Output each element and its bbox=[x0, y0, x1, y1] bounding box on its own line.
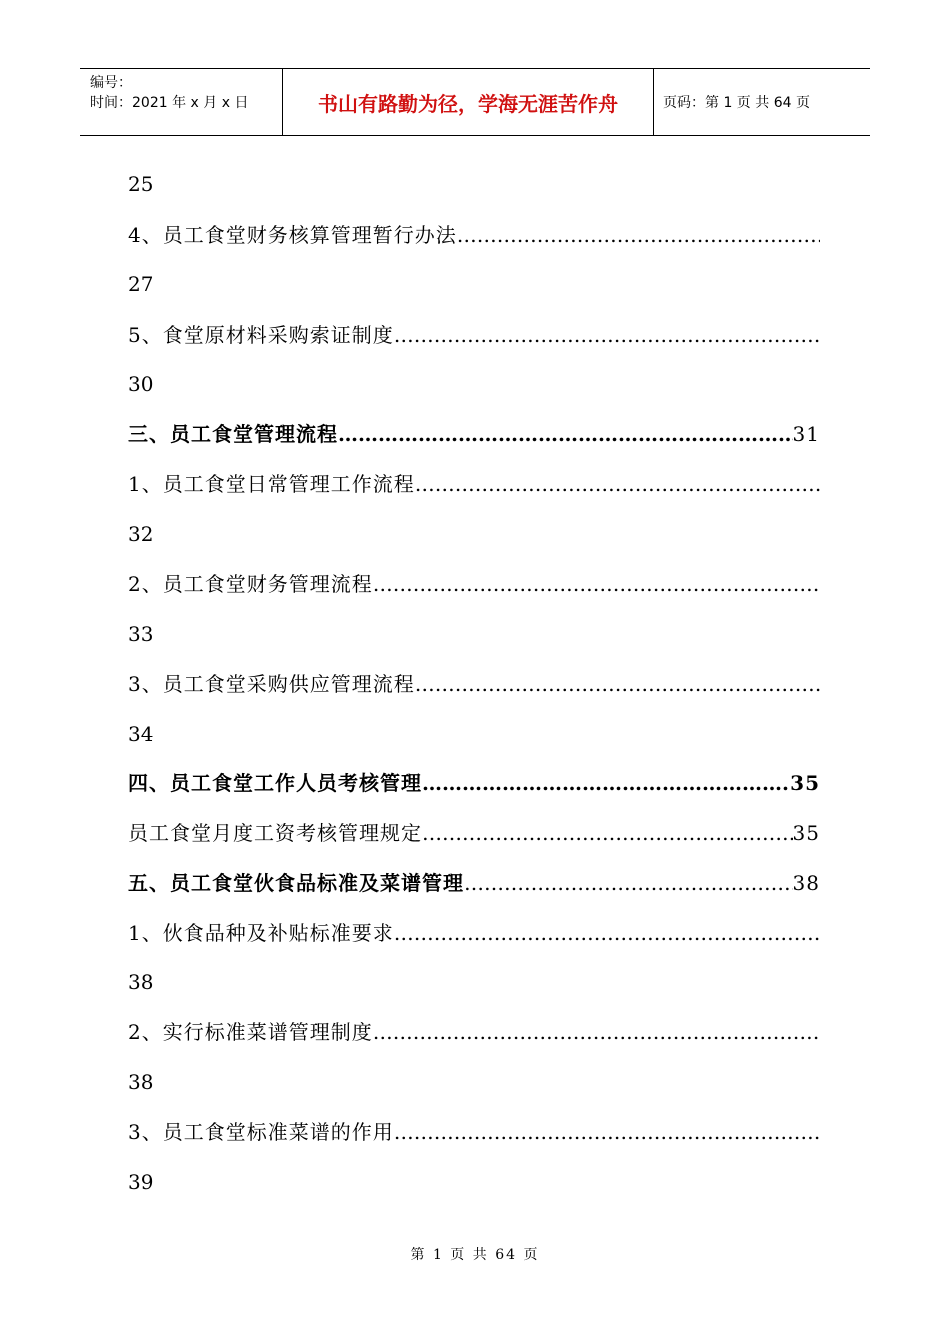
toc-entry[interactable] bbox=[128, 1017, 820, 1047]
toc-entry-page: 34 bbox=[128, 722, 154, 746]
toc-leader-dots bbox=[457, 220, 820, 250]
toc-entry-page: 27 bbox=[128, 272, 154, 296]
toc-entry-title: 2、员工食堂财务管理流程 bbox=[128, 572, 373, 596]
toc-entry-title: 员工食堂月度工资考核管理规定 bbox=[128, 821, 422, 845]
toc-section-entry[interactable] bbox=[128, 419, 820, 449]
document-date: 时间：2021 年 x 月 x 日 bbox=[90, 95, 249, 111]
toc-entry[interactable] bbox=[128, 469, 820, 499]
toc-entry[interactable] bbox=[128, 320, 820, 350]
toc-entry-page: 38 bbox=[128, 970, 154, 994]
header-motto: 书山有路勤为径，学海无涯苦作舟 bbox=[283, 69, 654, 135]
toc-section-entry[interactable] bbox=[128, 868, 820, 898]
toc-entry[interactable] bbox=[128, 669, 820, 699]
toc-entry[interactable] bbox=[128, 220, 820, 250]
toc-entry-page: 35 bbox=[792, 821, 820, 845]
toc-leader-dots bbox=[394, 918, 820, 948]
toc-entry-page: 32 bbox=[128, 522, 154, 546]
toc-leader-dots bbox=[373, 1017, 820, 1047]
toc-section-page: 31 bbox=[792, 422, 820, 446]
page-footer: 第 1 页 共 64 页 bbox=[410, 1247, 540, 1263]
toc-entry-title: 4、员工食堂财务核算管理暂行办法 bbox=[128, 223, 457, 247]
toc-entry-title: 3、员工食堂采购供应管理流程 bbox=[128, 672, 415, 696]
toc-leader-dots bbox=[415, 669, 820, 699]
header-page-info: 页码：第 1 页 共 64 页 bbox=[663, 95, 810, 111]
toc-entry-page: 33 bbox=[128, 622, 154, 646]
document-number-label: 编号： bbox=[90, 75, 132, 91]
toc-leader-dots bbox=[373, 569, 820, 599]
toc-leader-dots bbox=[394, 320, 820, 350]
toc-entry-title: 5、食堂原材料采购索证制度 bbox=[128, 323, 394, 347]
toc-section-title: 三、员工食堂管理流程 bbox=[128, 422, 338, 446]
toc-entry-title: 1、伙食品种及补贴标准要求 bbox=[128, 921, 394, 945]
toc-entry-title: 1、员工食堂日常管理工作流程 bbox=[128, 472, 415, 496]
toc-leader-dots bbox=[338, 419, 793, 449]
toc-section-title: 五、员工食堂伙食品标准及菜谱管理 bbox=[128, 871, 464, 895]
toc-entry-title: 2、实行标准菜谱管理制度 bbox=[128, 1020, 373, 1044]
toc-leader-dots bbox=[464, 868, 793, 898]
toc-entry-title: 3、员工食堂标准菜谱的作用 bbox=[128, 1120, 394, 1144]
toc-entry[interactable] bbox=[128, 569, 820, 599]
toc-entry-page: 30 bbox=[128, 372, 154, 396]
toc-leader-dots bbox=[415, 469, 820, 499]
toc-section-title: 四、员工食堂工作人员考核管理 bbox=[128, 771, 422, 795]
toc-section-entry[interactable] bbox=[128, 768, 820, 798]
toc-leader-dots bbox=[394, 1117, 820, 1147]
toc-section-page: 38 bbox=[792, 871, 820, 895]
toc-section-page: 35 bbox=[790, 771, 820, 795]
toc-entry[interactable] bbox=[128, 818, 820, 848]
toc-entry[interactable] bbox=[128, 1117, 820, 1147]
toc-leader-dots bbox=[422, 818, 793, 848]
toc-continued-page: 25 bbox=[128, 172, 154, 196]
toc-entry-page: 38 bbox=[128, 1070, 154, 1094]
toc-entry-page: 39 bbox=[128, 1170, 154, 1194]
toc-leader-dots bbox=[422, 768, 790, 798]
toc-entry[interactable] bbox=[128, 918, 820, 948]
